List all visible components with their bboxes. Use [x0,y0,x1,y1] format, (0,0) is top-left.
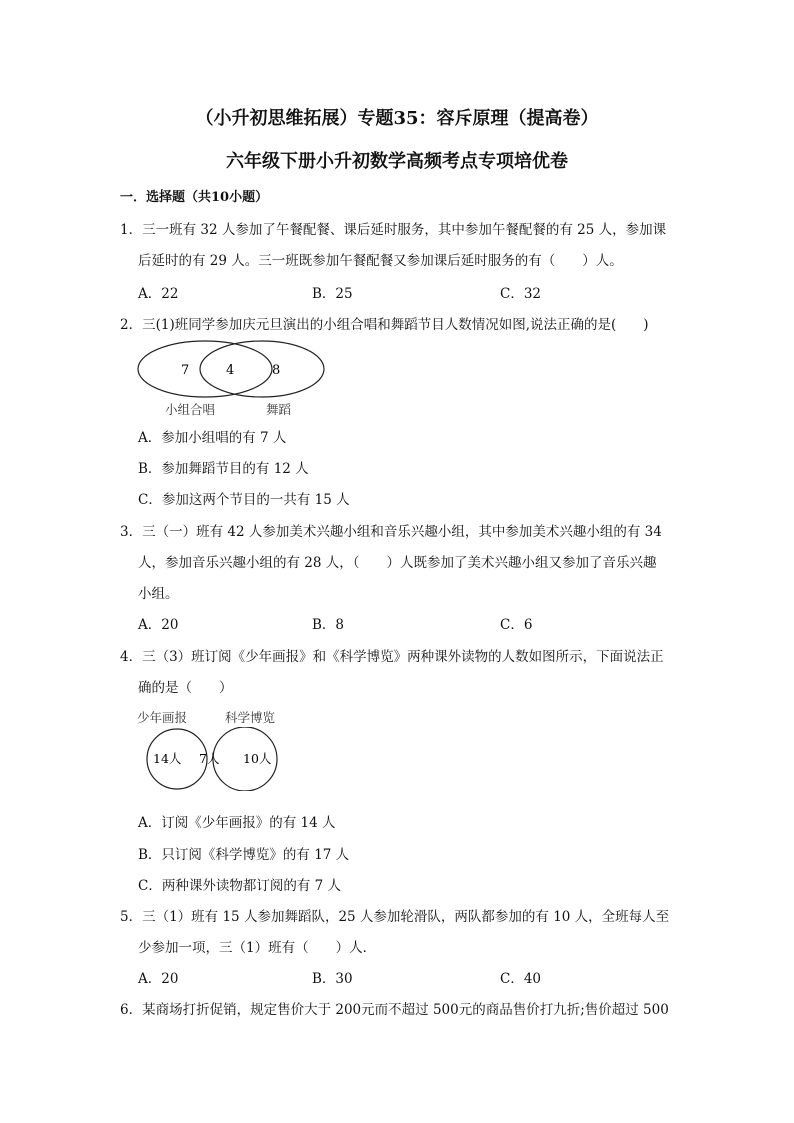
question-4-line-2: 确的是（ ） [138,680,233,696]
question-3-line-3: 小组。 [138,586,179,602]
question-4-line-1: 4．三（3）班订阅《少年画报》和《科学博览》两种课外读物的人数如图所示，下面说法正 [120,649,664,665]
question-3-option-b: B．8 [312,617,345,633]
venn-q4-left-value: 14人 [153,751,182,766]
venn-q4-right-value: 10人 [243,751,272,766]
venn-q2-mid-value: 4 [226,363,235,378]
question-5-line-1: 5．三（1）班有 15 人参加舞蹈队，25 人参加轮滑队，两队都参加的有 10 人，全班每人至 [120,909,670,925]
question-2-line-1: 2．三(1)班同学参加庆元旦演出的小组合唱和舞蹈节目人数情况如图,说法正确的是( ) [120,317,649,333]
question-4-option-c: C．两种课外读物都订阅的有 7 人 [138,878,342,894]
question-1-line-1: 1．三一班有 32 人参加了午餐配餐、课后延时服务，其中参加午餐配餐的有 25 人，参加课 [120,222,667,238]
venn-q2-left-value: 7 [181,363,190,378]
venn-q2-right-set [200,341,324,397]
question-4-option-b: B．只订阅《科学博览》的有 17 人 [138,847,350,863]
question-1-option-b: B．25 [312,286,353,302]
question-5-option-b: B．30 [312,971,353,987]
venn-q2-left-label: 小组合唱 [165,402,216,417]
question-2-option-b: B．参加舞蹈节目的有 12 人 [138,461,309,477]
question-6-line-1: 6．某商场打折促销，规定售价大于 200元而不超过 500元的商品售价打九折;售价超过 500 [120,1002,669,1018]
venn-q4-mid-value: 7人 [199,751,220,766]
question-3-option-a: A．20 [138,617,179,633]
question-3-line-2: 人，参加音乐兴趣小组的有 28 人，（ ）人既参加了美术兴趣小组又参加了音乐兴趣 [138,555,657,571]
question-2-option-a: A．参加小组唱的有 7 人 [138,430,287,446]
venn-q2-right-label: 舞蹈 [266,402,292,417]
question-4-option-a: A．订阅《少年画报》的有 14 人 [138,815,336,831]
page-title: （小升初思维拓展）专题35：容斥原理（提高卷） [195,108,599,129]
question-3-option-c: C．6 [500,617,533,633]
page-subtitle: 六年级下册小升初数学高频考点专项培优卷 [226,151,568,172]
venn-q2-right-value: 8 [272,363,281,378]
venn-diagram-q4 [138,727,283,791]
question-2-option-c: C．参加这两个节目的一共有 15 人 [138,492,350,508]
section-heading: 一．选择题（共10小题） [120,190,269,205]
question-1-option-a: A．22 [138,286,179,302]
venn-q4-left-label: 少年画报 [137,710,188,725]
venn-q2-left-set [138,341,272,397]
question-1-line-2: 后延时的有 29 人。三一班既参加午餐配餐又参加课后延时服务的有（ ）人。 [138,253,623,269]
question-1-option-c: C．32 [500,286,542,302]
question-3-line-1: 3．三（一）班有 42 人参加美术兴趣小组和音乐兴趣小组，其中参加美术兴趣小组的有 34 [120,524,662,540]
venn-q4-right-label: 科学博览 [225,710,276,725]
question-5-option-c: C．40 [500,971,542,987]
venn-diagram-q2 [130,336,340,398]
question-5-option-a: A．20 [138,971,179,987]
question-5-line-2: 少参加一项，三（1）班有（ ）人． [138,940,377,956]
